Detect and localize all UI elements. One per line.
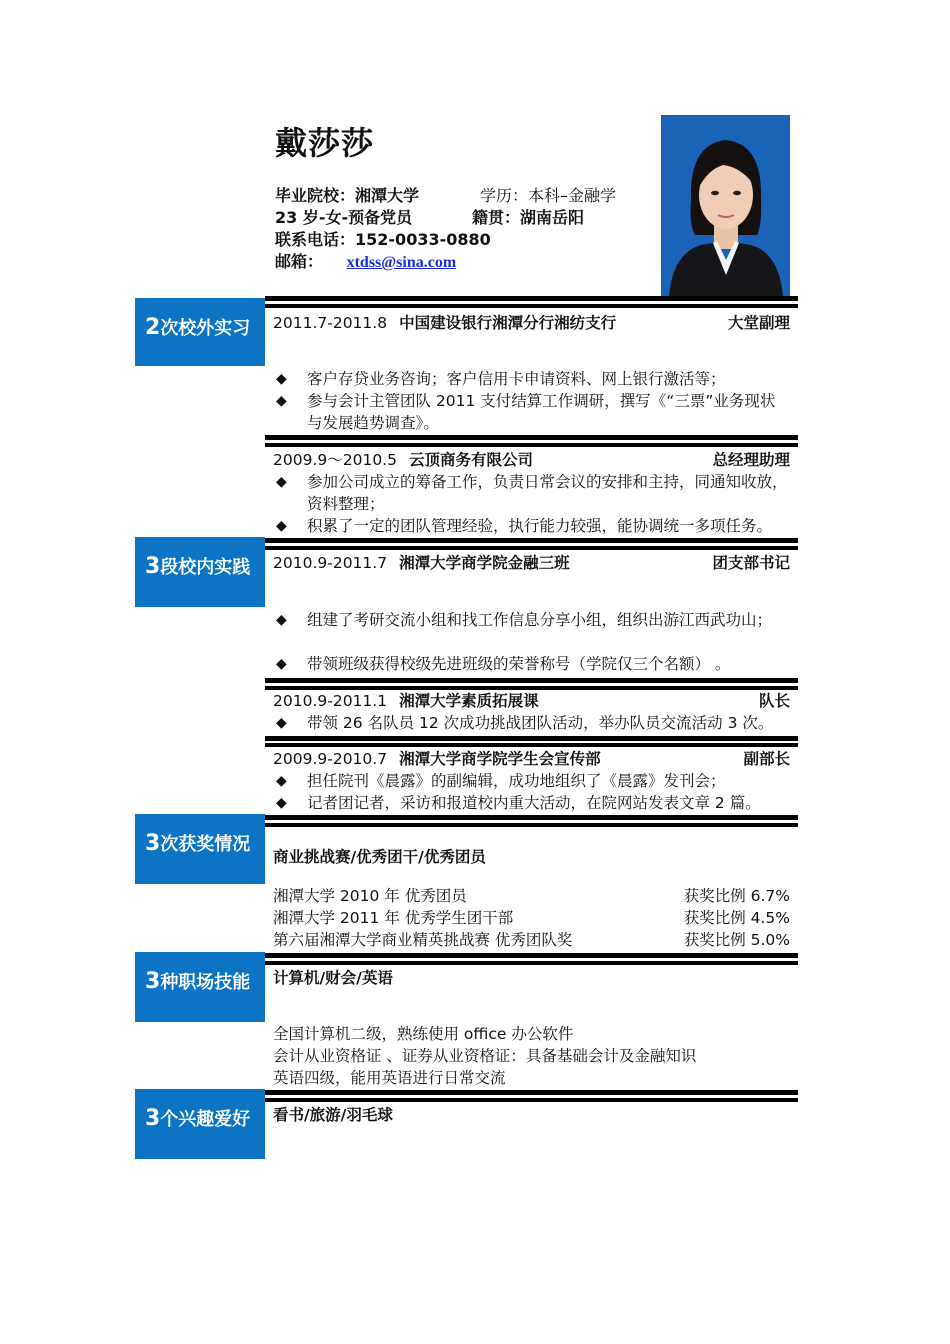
section-tag-skills: 3种职场技能 (135, 952, 265, 1022)
list-item: ◆ 客户存贷业务咨询；客户信用卡申请资料、网上银行激活等； (276, 370, 726, 388)
award-row: 第六届湘潭大学商业精英挑战赛 优秀团队奖 获奖比例 5.0% (273, 931, 790, 949)
entry-header: 2011.7-2011.8 中国建设银行湘潭分行湘纺支行 大堂副理 (273, 314, 790, 332)
school-value: 湘潭大学 (355, 186, 420, 205)
section-tag-practice: 3段校内实践 (135, 537, 265, 607)
education-value: 本科–金融学 (528, 186, 617, 205)
diamond-bullet-icon: ◆ (276, 612, 287, 628)
native-value: 湖南岳阳 (520, 208, 585, 227)
native-line (472, 205, 584, 228)
basic-info: 23 岁-女-预备党员 (275, 208, 413, 227)
list-item: ◆ 参加公司成立的筹备工作，负责日常会议的安排和主持，同通知收放，资料整理； (276, 473, 788, 513)
skills-headline: 计算机/财会/英语 (273, 969, 393, 987)
section-tag-internship: 2次校外实习 (135, 298, 265, 366)
list-item: ◆ 带领 26 名队员 12 次成功挑战团队活动，举办队员交流活动 3 次。 (276, 714, 774, 732)
entry-header: 2010.9-2011.7 湘潭大学商学院金融三班 团支部书记 (273, 554, 790, 572)
entry-header: 2009.9-2010.7 湘潭大学商学院学生会宣传部 副部长 (273, 750, 790, 768)
phone-value: 152-0033-0880 (355, 230, 491, 249)
email-line (275, 249, 456, 272)
divider (265, 435, 798, 440)
diamond-bullet-icon: ◆ (276, 773, 287, 789)
divider (265, 1090, 798, 1095)
list-item: ◆ 组建了考研交流小组和找工作信息分享小组，组织出游江西武功山； (276, 611, 773, 629)
divider (265, 546, 798, 550)
list-item: ◆ 参与会计主管团队 2011 支付结算工作调研，撰写《“三票”业务现状与发展趋势调查》。 (276, 392, 776, 432)
divider (265, 538, 798, 543)
phone-line (275, 227, 491, 250)
diamond-bullet-icon: ◆ (276, 474, 287, 490)
diamond-bullet-icon: ◆ (276, 795, 287, 811)
award-row: 湘潭大学 2011 年 优秀学生团干部 获奖比例 4.5% (273, 909, 790, 927)
email-label: 邮箱： (275, 252, 324, 271)
email-link[interactable]: xtdss@sina.com (346, 254, 457, 271)
divider (265, 736, 798, 741)
education-line (480, 183, 616, 206)
divider (265, 1098, 798, 1102)
list-item: ◆ 积累了一定的团队管理经验，执行能力较强，能协调统一多项任务。 (276, 517, 773, 535)
diamond-bullet-icon: ◆ (276, 656, 287, 672)
entry-header: 2010.9-2011.1 湘潭大学素质拓展课 队长 (273, 692, 790, 710)
divider (265, 678, 798, 683)
divider (265, 304, 798, 308)
profile-photo (661, 115, 790, 296)
list-item: ◆ 记者团记者，采访和报道校内重大活动，在院网站发表文章 2 篇。 (276, 794, 761, 812)
diamond-bullet-icon: ◆ (276, 518, 287, 534)
diamond-bullet-icon: ◆ (276, 715, 287, 731)
diamond-bullet-icon: ◆ (276, 371, 287, 387)
skill-row: 会计从业资格证 、证券从业资格证：具备基础会计及金融知识 (273, 1047, 697, 1065)
divider (265, 443, 798, 447)
divider (265, 743, 798, 747)
divider (265, 961, 798, 965)
section-tag-hobbies: 3个兴趣爱好 (135, 1089, 265, 1159)
divider (265, 823, 798, 827)
school-line (275, 183, 419, 206)
awards-headline: 商业挑战赛/优秀团干/优秀团员 (273, 848, 486, 866)
divider (265, 953, 798, 958)
hobbies-headline: 看书/旅游/羽毛球 (273, 1106, 393, 1124)
native-label: 籍贯： (472, 208, 521, 227)
education-label: 学历： (480, 186, 529, 205)
skill-row: 全国计算机二级，熟练使用 office 办公软件 (273, 1025, 574, 1043)
phone-label: 联系电话： (275, 230, 356, 249)
section-tag-awards: 3次获奖情况 (135, 814, 265, 884)
list-item: ◆ 担任院刊《晨露》的副编辑，成功地组织了《晨露》发刊会； (276, 772, 726, 790)
list-item: ◆ 带领班级获得校级先进班级的荣誉称号（学院仅三个名额） 。 (276, 655, 731, 673)
diamond-bullet-icon: ◆ (276, 393, 287, 409)
skill-row: 英语四级，能用英语进行日常交流 (273, 1069, 506, 1087)
entry-header: 2009.9～2010.5 云顶商务有限公司 总经理助理 (273, 451, 790, 469)
divider (265, 815, 798, 820)
divider (265, 296, 798, 301)
award-row: 湘潭大学 2010 年 优秀团员 获奖比例 6.7% (273, 887, 790, 905)
candidate-name: 戴莎莎 (275, 124, 375, 162)
school-label: 毕业院校： (275, 186, 356, 205)
